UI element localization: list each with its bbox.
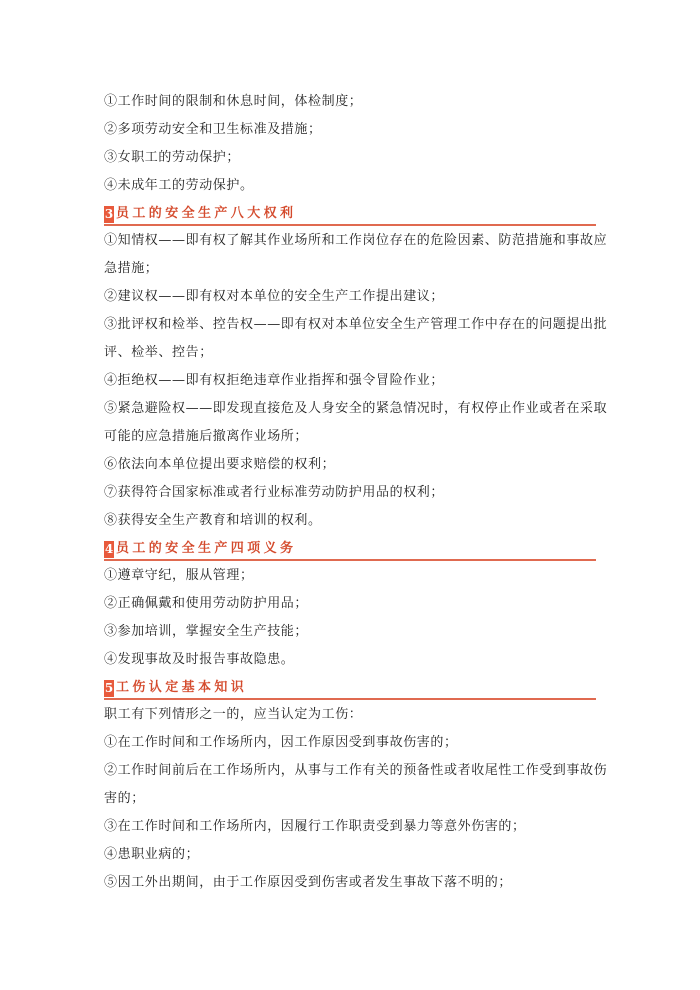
heading-underline — [104, 698, 596, 700]
list-item: ④患职业病的； — [104, 847, 200, 862]
list-item: ①在工作时间和工作场所内，因工作原因受到事故伤害的； — [104, 735, 458, 750]
list-item: ③女职工的劳动保护； — [104, 150, 241, 165]
list-item: ①工作时间的限制和休息时间，体检制度； — [104, 94, 363, 109]
section-heading-4 — [104, 535, 596, 562]
section-number: 5 — [104, 681, 114, 695]
document-page — [104, 88, 608, 897]
heading-underline — [104, 559, 596, 561]
list-item: ①知情权——即有权了解其作业场所和工作岗位存在的危险因素、防范措施和事故应 — [104, 233, 608, 248]
section-number: 3 — [104, 207, 114, 221]
list-item: 害的； — [104, 791, 145, 806]
section-3-body — [104, 227, 608, 535]
list-item: ⑥依法向本单位提出要求赔偿的权利； — [104, 457, 336, 472]
list-item: ⑧获得安全生产教育和培训的权利。 — [104, 513, 322, 528]
list-item: ③在工作时间和工作场所内，因履行工作职责受到暴力等意外伤害的； — [104, 819, 526, 834]
list-item: ④发现事故及时报告事故隐患。 — [104, 652, 295, 667]
section-title: 员工的安全生产四项义务 — [116, 541, 297, 556]
section-title: 员工的安全生产八大权利 — [116, 206, 297, 221]
list-item: 职工有下列情形之一的，应当认定为工伤： — [104, 707, 363, 722]
heading-underline — [104, 224, 596, 226]
list-item: ④未成年工的劳动保护。 — [104, 178, 254, 193]
list-item: ③批评权和检举、控告权——即有权对本单位安全生产管理工作中存在的问题提出批 — [104, 317, 608, 332]
list-item: ⑤紧急避险权——即发现直接危及人身安全的紧急情况时，有权停止作业或者在采取 — [104, 401, 608, 416]
list-item: ⑤因工外出期间，由于工作原因受到伤害或者发生事故下落不明的； — [104, 875, 513, 890]
list-item: ④拒绝权——即有权拒绝违章作业指挥和强令冒险作业； — [104, 373, 445, 388]
list-item: 可能的应急措施后撤离作业场所； — [104, 429, 309, 444]
list-item: ③参加培训，掌握安全生产技能； — [104, 624, 309, 639]
section-heading-3 — [104, 200, 596, 227]
list-item: 急措施； — [104, 261, 159, 276]
section-heading-5 — [104, 674, 596, 701]
list-item: ②正确佩戴和使用劳动防护用品； — [104, 596, 309, 611]
section-4-body — [104, 562, 596, 674]
list-item: ①遵章守纪，服从管理； — [104, 568, 254, 583]
section-title: 工伤认定基本知识 — [116, 680, 248, 695]
list-item: 评、检举、控告； — [104, 345, 213, 360]
list-item: ②多项劳动安全和卫生标准及措施； — [104, 122, 322, 137]
intro-list — [104, 88, 596, 200]
section-5-body — [104, 701, 608, 897]
list-item: ②工作时间前后在工作场所内，从事与工作有关的预备性或者收尾性工作受到事故伤 — [104, 763, 608, 778]
section-number: 4 — [104, 542, 114, 556]
list-item: ⑦获得符合国家标准或者行业标准劳动防护用品的权利； — [104, 485, 445, 500]
list-item: ②建议权——即有权对本单位的安全生产工作提出建议； — [104, 289, 445, 304]
